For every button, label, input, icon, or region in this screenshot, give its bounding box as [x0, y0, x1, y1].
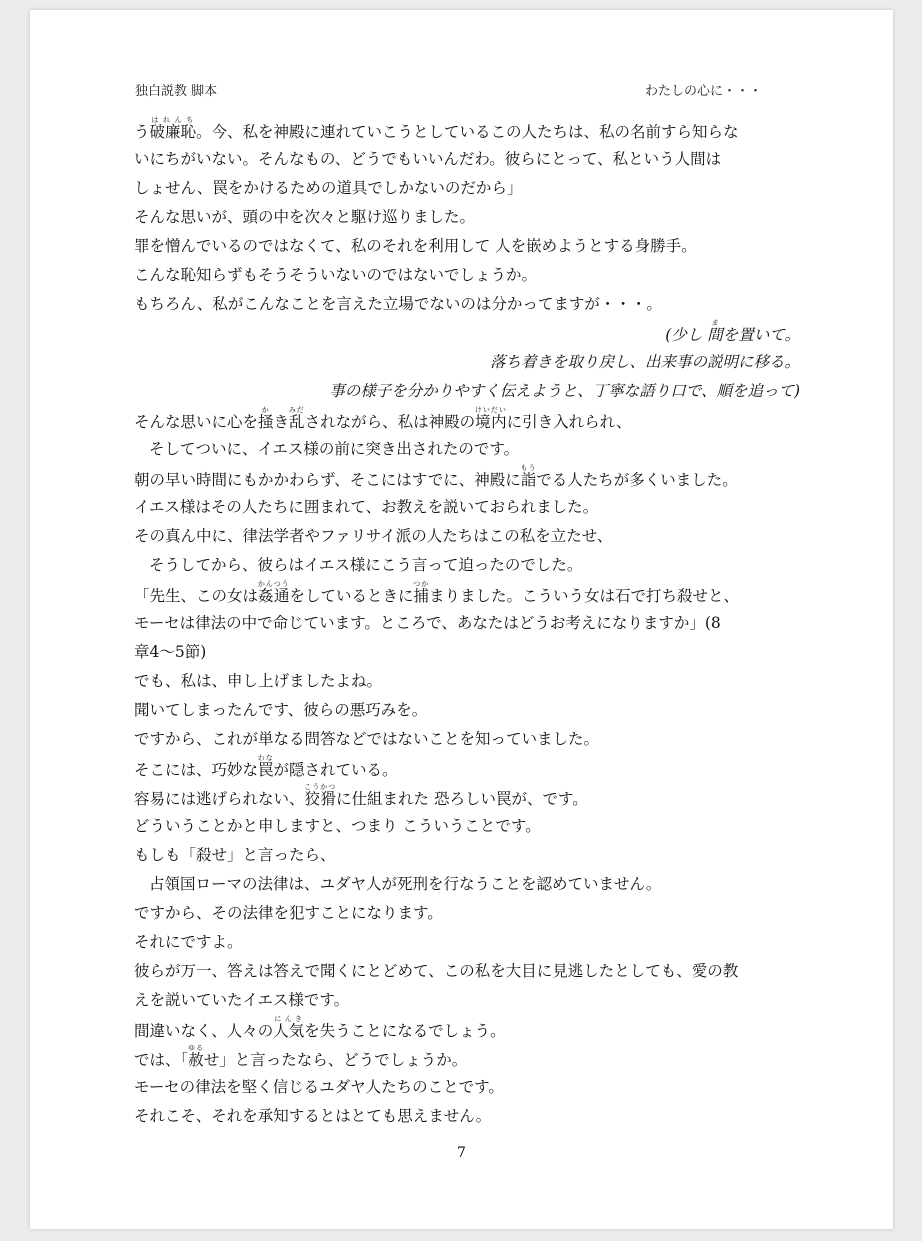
text-line-33: モーセの律法を堅く信じるユダヤ人たちのことです。: [134, 1078, 504, 1096]
text-line-19: でも、私は、申し上げましたよね。: [134, 672, 383, 690]
ruby-kantsuu: 姦通かんつう: [257, 580, 290, 605]
furigana-kantsuu: かんつう: [257, 580, 290, 588]
text-line-11: そしてついに、イエス様の前に突き出されたのです。: [149, 440, 520, 458]
text-line-27: ですから、その法律を犯すことになります。: [134, 904, 443, 922]
furigana-tsuka: つか: [413, 580, 430, 588]
furigana-mida: みだ: [288, 406, 305, 414]
text-line-30: えを説いていたイエス様です。: [134, 991, 350, 1009]
text-line-20: 聞いてしまったんです、彼らの悪巧みを。: [134, 701, 428, 719]
stage-direction-line-1: (少し 間まを置いて。: [665, 319, 800, 344]
text-line-25: もしも「殺せ」と言ったら、: [134, 846, 336, 864]
text-line-28: それにですよ。: [134, 933, 243, 951]
text-line-34: それこそ、それを承知するとはとても思えません。: [134, 1107, 492, 1125]
text-line-0: う破廉恥はれんち。今、私を神殿に連れていこうとしているこの人たちは、私の名前すら知らな: [134, 116, 739, 141]
document-page: [30, 10, 893, 1229]
page-number: 7: [457, 1145, 466, 1161]
text-line-17: モーセは律法の中で命じています。ところで、あなたはどうお考えになりますか」(8: [134, 614, 721, 632]
text-line-26: 占領国ローマの法律は、ユダヤ人が死刑を行なうことを認めていません。: [149, 875, 662, 893]
ruby-yuru: 赦ゆる: [188, 1044, 205, 1069]
stage-direction-line-2: 落ち着きを取り戻し、出来事の説明に移る。: [489, 353, 800, 371]
text-line-6: もちろん、私がこんなことを言えた立場でないのは分かってますが・・・。: [134, 295, 662, 313]
text-line-2: しょせん、罠をかけるための道具でしかないのだから」: [134, 179, 523, 197]
furigana-koukatsu: こうかつ: [304, 783, 337, 791]
text-line-21: ですから、これが単なる問答などではないことを知っていました。: [134, 730, 600, 748]
text-line-16: 「先生、この女は姦通かんつうをしているときに捕つかまりました。こういう女は石で打ち殺せと、: [134, 580, 740, 605]
furigana-yuru: ゆる: [188, 1044, 205, 1052]
furigana-hareshi: はれんち: [149, 116, 197, 124]
furigana-wana: わな: [257, 754, 274, 762]
text-line-24: どういうことかと申しますと、つまり こういうことです。: [134, 817, 541, 835]
ruby-tsuka: 捕つか: [413, 580, 430, 605]
furigana-keidai: けいだい: [474, 406, 507, 414]
ruby-ka: 掻か: [258, 406, 274, 431]
ruby-wana: 罠わな: [257, 754, 274, 779]
text-line-31: 間違いなく、人々の人気にんきを失うことになるでしょう。: [134, 1015, 506, 1040]
text-line-10: そんな思いに心を掻かき乱みだされながら、私は神殿の境内けいだいに引き入れられ、: [134, 406, 632, 431]
furigana-ninki: にんき: [273, 1015, 305, 1023]
ruby-ninki: 人気にんき: [273, 1015, 305, 1040]
stage-direction-line-3: 事の様子を分かりやすく伝えようと、丁寧な語り口で、順を追って): [329, 382, 800, 400]
text-line-5: こんな恥知らずもそうそういないのではないでしょうか。: [134, 266, 538, 284]
ruby-keidai: 境内けいだい: [474, 406, 507, 431]
furigana-mou: もう: [520, 464, 537, 472]
text-line-4: 罪を憎んでいるのではなくて、私のそれを利用して 人を嵌めようとする身勝手。: [134, 237, 697, 255]
script-body: [134, 116, 800, 1131]
ruby-mida: 乱みだ: [288, 406, 305, 431]
text-line-14: その真ん中に、律法学者やファリサイ派の人たちはこの私を立たせ、: [134, 527, 613, 545]
furigana-ma: ま: [707, 319, 723, 327]
text-line-12: 朝の早い時間にもかかわらず、そこにはすでに、神殿に詣もうでる人たちが多くいました。: [134, 464, 738, 489]
text-line-13: イエス様はその人たちに囲まれて、お教えを説いておられました。: [134, 498, 599, 516]
ruby-ma: 間ま: [707, 319, 723, 344]
ruby-mou: 詣もう: [520, 464, 537, 489]
text-line-23: 容易には逃げられない、狡猾こうかつに仕組まれた 恐ろしい罠が、です。: [134, 783, 588, 808]
furigana-ka: か: [258, 406, 274, 414]
text-line-22: そこには、巧妙な罠わなが隠されている。: [134, 754, 398, 779]
header-left-title: 独白説教 脚本: [135, 84, 218, 99]
text-line-3: そんな思いが、頭の中を次々と駆け巡りました。: [134, 208, 476, 226]
ruby-koukatsu: 狡猾こうかつ: [304, 783, 337, 808]
ruby-hareshi: 破廉恥はれんち: [149, 116, 197, 141]
text-line-15: そうしてから、彼らはイエス様にこう言って迫ったのでした。: [149, 556, 583, 574]
text-line-18: 章4〜5節): [134, 643, 207, 661]
header-right-title: わたしの心に・・・: [644, 84, 762, 99]
text-line-29: 彼らが万一、答えは答えで聞くにとどめて、この私を大目に見逃したとしても、愛の教: [134, 962, 739, 980]
text-line-32: では、「赦ゆるせ」と言ったなら、どうでしょうか。: [134, 1044, 468, 1069]
text-line-1: いにちがいない。そんなもの、どうでもいいんだわ。彼らにとって、私という人間は: [134, 150, 722, 168]
page-header: [135, 80, 762, 99]
